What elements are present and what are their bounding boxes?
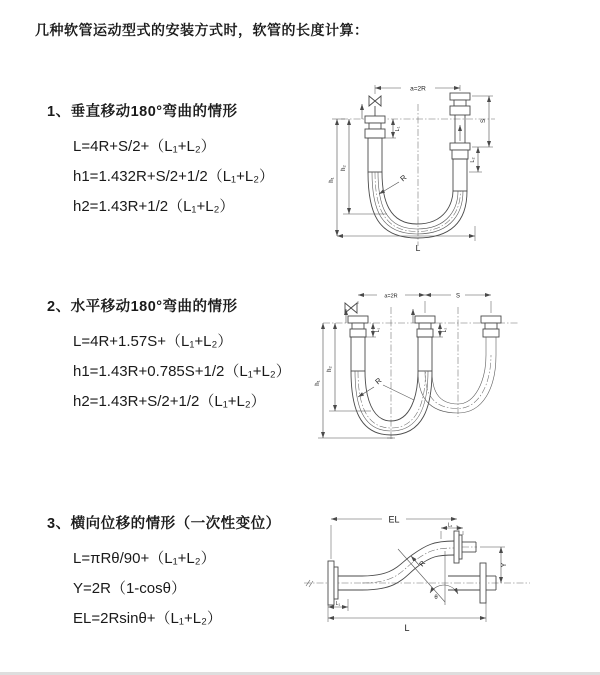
dim-label-l: L xyxy=(415,243,421,253)
dim-label-h1: h₁ xyxy=(315,380,321,386)
section-2-heading: 2、水平移动180°弯曲的情形 xyxy=(47,299,238,315)
hose-u-bend xyxy=(368,172,467,238)
dimension-length-l xyxy=(337,226,475,253)
dim-label-l2: L₂ xyxy=(447,522,453,529)
dim-label-l1: L₁ xyxy=(375,327,381,333)
dimension-s xyxy=(472,96,493,147)
hose-u-bend-position-2 xyxy=(418,355,496,413)
formula-h1: h1=1.43R+0.785S+1/2（L₁+L₂） xyxy=(73,363,291,380)
formula-el: EL=2Rsinθ+（L₁+L₂） xyxy=(73,610,222,627)
angle-label: θ xyxy=(434,595,438,601)
right-fitting xyxy=(450,93,470,191)
valve-icon xyxy=(369,96,381,116)
radius-label: R xyxy=(398,172,409,184)
hose-s-curve xyxy=(362,541,454,590)
dimension-h1 xyxy=(329,119,345,236)
dimension-length-l xyxy=(328,603,486,633)
dim-label-a2r: a=2R xyxy=(384,293,398,300)
formula-h2: h2=1.43R+1/2（L₁+L₂） xyxy=(73,198,235,215)
section-1-heading: 1、垂直移动180°弯曲的情形 xyxy=(47,104,238,120)
hose-u-bend-position-1 xyxy=(351,371,432,435)
right-fitting xyxy=(481,316,501,355)
section-3-heading: 3、横向位移的情形（一次性变位） xyxy=(47,516,281,532)
dim-label-l: L xyxy=(404,623,410,633)
figure-horizontal-movement-diagram xyxy=(313,283,525,455)
dimension-l2 xyxy=(469,147,482,172)
dim-label-l2: L₂ xyxy=(442,327,448,333)
page-title: 几种软管运动型式的安装方式时，软管的长度计算： xyxy=(35,22,369,38)
dim-label-h2: h₂ xyxy=(341,165,347,171)
dim-label-h1: h₁ xyxy=(329,177,335,183)
dimension-l2 xyxy=(432,323,448,337)
formula-y: Y=2R（1-cosθ） xyxy=(73,580,186,597)
dim-label-y: Y xyxy=(501,562,508,568)
figure-lateral-displacement-diagram xyxy=(300,505,535,637)
dimension-l1 xyxy=(385,119,401,138)
formula-h2: h2=1.43R+S/2+1/2（L₁+L₂） xyxy=(73,393,266,410)
formula-h1: h1=1.432R+S/2+1/2（L₁+L₂） xyxy=(73,168,275,185)
dim-label-s: S xyxy=(481,118,487,124)
centerlines xyxy=(341,104,495,246)
dim-label-s: S xyxy=(455,293,461,300)
figure-vertical-movement-diagram xyxy=(315,76,510,254)
valve-icon xyxy=(345,303,357,313)
dimension-el xyxy=(331,515,457,560)
dim-label-h2: h₂ xyxy=(327,366,333,372)
pipe-break-mark xyxy=(306,580,313,587)
section-horizontal-movement xyxy=(47,295,327,417)
dim-label-a2r: a=2R xyxy=(410,85,426,93)
dimension-l1 xyxy=(365,323,381,337)
formula-l: L=πRθ/90+（L₁+L₂） xyxy=(73,550,216,567)
section-vertical-movement xyxy=(47,100,327,222)
dimension-span-a2r xyxy=(375,85,460,94)
dim-label-el: EL xyxy=(388,514,400,525)
angle-construction xyxy=(398,549,458,605)
left-fitting xyxy=(348,316,368,371)
dim-label-l1: L₁ xyxy=(335,601,341,607)
formula-l: L=4R+S/2+（L₁+L₂） xyxy=(73,138,216,155)
dim-label-l1: L₁ xyxy=(395,126,401,132)
middle-fitting xyxy=(415,316,435,371)
radius-label: R xyxy=(418,559,428,569)
dim-label-l2: L₂ xyxy=(470,157,476,163)
left-fitting xyxy=(365,116,385,172)
formula-l: L=4R+1.57S+（L₁+L₂） xyxy=(73,333,233,350)
radius-label: R xyxy=(373,375,384,387)
dimension-span-a2r xyxy=(358,294,491,314)
